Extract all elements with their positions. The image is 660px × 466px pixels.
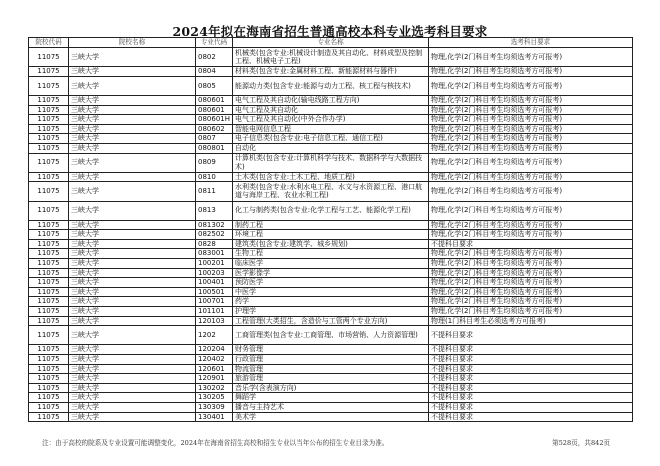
school-name-cell: 三峡大学	[69, 259, 196, 269]
school-name-cell: 三峡大学	[69, 220, 196, 230]
school-code-cell: 11075	[29, 124, 69, 134]
major-name-cell: 舞蹈学	[233, 393, 429, 403]
table-row	[29, 383, 633, 393]
table-row	[29, 115, 633, 125]
requirement-cell: 不提科目要求	[429, 239, 633, 249]
major-name-cell: 电气工程及其自动化	[233, 105, 429, 115]
major-code-cell: 120204	[196, 345, 233, 355]
table-row	[29, 230, 633, 240]
school-code-cell: 11075	[29, 172, 69, 182]
requirement-cell: 物理,化学(2门科目考生均须选考方可报考)	[429, 105, 633, 115]
table-row	[29, 105, 633, 115]
major-code-cell: 081302	[196, 220, 233, 230]
major-code-cell: 080601	[196, 105, 233, 115]
major-code-cell: 120402	[196, 355, 233, 365]
school-name-cell: 三峡大学	[69, 48, 196, 67]
table-row	[29, 143, 633, 153]
requirement-cell: 物理,化学(2门科目考生均须选考方可报考)	[429, 143, 633, 153]
school-name-cell: 三峡大学	[69, 402, 196, 412]
major-code-cell: 120901	[196, 374, 233, 384]
table-row	[29, 268, 633, 278]
major-code-cell: 100501	[196, 287, 233, 297]
school-name-cell: 三峡大学	[69, 201, 196, 220]
school-code-cell: 11075	[29, 297, 69, 307]
table-row	[29, 355, 633, 365]
school-code-cell: 11075	[29, 355, 69, 365]
table-row	[29, 249, 633, 259]
major-name-cell: 环境工程	[233, 230, 429, 240]
major-code-cell: 0807	[196, 134, 233, 144]
major-name-cell: 自动化	[233, 143, 429, 153]
requirement-cell: 物理,化学(2门科目考生均须选考方可报考)	[429, 278, 633, 288]
major-name-cell: 药学	[233, 297, 429, 307]
major-code-cell: 0813	[196, 201, 233, 220]
table-row	[29, 345, 633, 355]
school-code-cell: 11075	[29, 345, 69, 355]
school-code-cell: 11075	[29, 230, 69, 240]
school-name-cell: 三峡大学	[69, 76, 196, 95]
school-code-cell: 11075	[29, 412, 69, 422]
requirement-cell: 物理,化学(2门科目考生均须选考方可报考)	[429, 48, 633, 67]
school-name-cell: 三峡大学	[69, 67, 196, 77]
school-code-cell: 11075	[29, 182, 69, 201]
school-code-cell: 11075	[29, 364, 69, 374]
requirement-cell: 物理,化学(2门科目考生均须选考方可报考)	[429, 115, 633, 125]
table-row	[29, 48, 633, 67]
school-code-cell: 11075	[29, 76, 69, 95]
major-code-cell: 100401	[196, 278, 233, 288]
major-name-cell: 物流管理	[233, 364, 429, 374]
major-name-cell: 美术学	[233, 412, 429, 422]
school-name-cell: 三峡大学	[69, 383, 196, 393]
requirement-cell: 不提科目要求	[429, 383, 633, 393]
school-name-cell: 三峡大学	[69, 105, 196, 115]
school-name-cell: 三峡大学	[69, 249, 196, 259]
requirement-cell: 物理,化学(2门科目考生均须选考方可报考)	[429, 287, 633, 297]
major-code-cell: 080601	[196, 95, 233, 105]
table-row	[29, 239, 633, 249]
major-name-cell: 临床医学	[233, 259, 429, 269]
school-name-cell: 三峡大学	[69, 278, 196, 288]
major-code-cell: 0804	[196, 67, 233, 77]
major-code-cell: 100203	[196, 268, 233, 278]
requirement-cell: 物理,化学(2门科目考生均须选考方可报考)	[429, 249, 633, 259]
major-name-cell: 机械类(包含专业:机械设计制造及其自动化、材料成型及控制工程、机械电子工程)	[233, 48, 429, 67]
table-row	[29, 220, 633, 230]
school-code-cell: 11075	[29, 95, 69, 105]
major-code-cell: 0805	[196, 76, 233, 95]
school-code-cell: 11075	[29, 220, 69, 230]
major-code-cell: 080602	[196, 124, 233, 134]
table-body	[29, 48, 633, 422]
school-name-cell: 三峡大学	[69, 307, 196, 317]
school-code-cell: 11075	[29, 67, 69, 77]
requirement-cell: 物理,化学(2门科目考生均须选考方可报考)	[429, 95, 633, 105]
table-row	[29, 124, 633, 134]
major-name-cell: 生物工程	[233, 249, 429, 259]
school-code-cell: 11075	[29, 402, 69, 412]
major-code-cell: 1202	[196, 326, 233, 345]
requirement-cell: 不提科目要求	[429, 345, 633, 355]
school-code-cell: 11075	[29, 393, 69, 403]
major-name-cell: 工商管理类(包含专业:工商管理、市场营销、人力资源管理)	[233, 326, 429, 345]
major-code-cell: 082502	[196, 230, 233, 240]
school-name-cell: 三峡大学	[69, 364, 196, 374]
school-name-cell: 三峡大学	[69, 239, 196, 249]
major-name-cell: 制药工程	[233, 220, 429, 230]
school-name-cell: 三峡大学	[69, 182, 196, 201]
major-name-cell: 电气工程及其自动化(输电线路工程方向)	[233, 95, 429, 105]
school-name-cell: 三峡大学	[69, 393, 196, 403]
school-code-cell: 11075	[29, 268, 69, 278]
school-name-cell: 三峡大学	[69, 355, 196, 365]
major-code-cell: 130202	[196, 383, 233, 393]
major-code-cell: 100701	[196, 297, 233, 307]
school-code-cell: 11075	[29, 326, 69, 345]
requirement-cell: 物理,化学(2门科目考生均须选考方可报考)	[429, 182, 633, 201]
major-name-cell: 材料类(包含专业:金属材料工程、新能源材料与器件)	[233, 67, 429, 77]
school-code-cell: 11075	[29, 239, 69, 249]
major-name-cell: 建筑类(包含专业:建筑学、城乡规划)	[233, 239, 429, 249]
major-name-cell: 土木类(包含专业:土木工程、地质工程)	[233, 172, 429, 182]
school-name-cell: 三峡大学	[69, 153, 196, 172]
major-code-cell: 0809	[196, 153, 233, 172]
table-header-row	[29, 38, 633, 48]
table-row	[29, 153, 633, 172]
table-row	[29, 316, 633, 326]
school-code-cell: 11075	[29, 316, 69, 326]
major-name-cell: 医学影像学	[233, 268, 429, 278]
requirement-cell: 不提科目要求	[429, 393, 633, 403]
major-code-cell: 120601	[196, 364, 233, 374]
requirement-cell: 物理,化学(2门科目考生均须选考方可报考)	[429, 134, 633, 144]
table-row	[29, 67, 633, 77]
school-code-cell: 11075	[29, 307, 69, 317]
school-code-cell: 11075	[29, 374, 69, 384]
major-name-cell: 中医学	[233, 287, 429, 297]
major-name-cell: 财务管理	[233, 345, 429, 355]
table-row	[29, 134, 633, 144]
requirement-cell: 物理,化学(2门科目考生均须选考方可报考)	[429, 259, 633, 269]
requirement-cell: 物理,化学(2门科目考生均须选考方可报考)	[429, 268, 633, 278]
table-row	[29, 393, 633, 403]
major-code-cell: 080801	[196, 143, 233, 153]
table-row	[29, 402, 633, 412]
requirement-cell: 不提科目要求	[429, 326, 633, 345]
major-code-cell: 130309	[196, 402, 233, 412]
requirement-cell: 物理,化学(2门科目考生均须选考方可报考)	[429, 307, 633, 317]
table-row	[29, 297, 633, 307]
major-code-cell: 130205	[196, 393, 233, 403]
school-name-cell: 三峡大学	[69, 124, 196, 134]
major-name-cell: 工程管理(大类招生，含造价与工管两个专业方向)	[233, 316, 429, 326]
major-code-cell: 120103	[196, 316, 233, 326]
school-code-cell: 11075	[29, 383, 69, 393]
header-requirement: 选考科目要求	[429, 38, 633, 48]
requirement-cell: 物理,化学(2门科目考生均须选考方可报考)	[429, 153, 633, 172]
school-name-cell: 三峡大学	[69, 412, 196, 422]
school-name-cell: 三峡大学	[69, 143, 196, 153]
header-school-code: 院校代码	[29, 38, 69, 48]
header-major-name: 专业名称	[233, 38, 429, 48]
major-name-cell: 护理学	[233, 307, 429, 317]
table-row	[29, 201, 633, 220]
school-code-cell: 11075	[29, 287, 69, 297]
requirement-cell: 物理,化学(2门科目考生均须选考方可报考)	[429, 297, 633, 307]
school-name-cell: 三峡大学	[69, 115, 196, 125]
major-code-cell: 0802	[196, 48, 233, 67]
school-code-cell: 11075	[29, 48, 69, 67]
school-name-cell: 三峡大学	[69, 172, 196, 182]
school-name-cell: 三峡大学	[69, 297, 196, 307]
major-name-cell: 音乐学(含表演方向)	[233, 383, 429, 393]
major-code-cell: 083001	[196, 249, 233, 259]
major-code-cell: 0828	[196, 239, 233, 249]
footer-note: 注：由于高校的院系及专业设置可能调整变化，2024年在海南省招生高校和招生专业以当年公布的招生专业目录为准。	[42, 439, 389, 447]
table-row	[29, 287, 633, 297]
major-code-cell: 100201	[196, 259, 233, 269]
school-code-cell: 11075	[29, 115, 69, 125]
major-name-cell: 电气工程及其自动化(中外合作办学)	[233, 115, 429, 125]
requirement-cell: 不提科目要求	[429, 374, 633, 384]
school-code-cell: 11075	[29, 153, 69, 172]
school-name-cell: 三峡大学	[69, 374, 196, 384]
school-code-cell: 11075	[29, 134, 69, 144]
major-name-cell: 计算机类(包含专业:计算机科学与技术、数据科学与大数据技术)	[233, 153, 429, 172]
requirement-cell: 不提科目要求	[429, 412, 633, 422]
major-name-cell: 电子信息类(包含专业:电子信息工程、通信工程)	[233, 134, 429, 144]
requirement-cell: 物理,化学(2门科目考生均须选考方可报考)	[429, 67, 633, 77]
major-code-cell: 0810	[196, 172, 233, 182]
subject-requirements-table	[28, 37, 633, 422]
major-code-cell: 0811	[196, 182, 233, 201]
table-row	[29, 326, 633, 345]
table-row	[29, 307, 633, 317]
major-code-cell: 101101	[196, 307, 233, 317]
school-code-cell: 11075	[29, 201, 69, 220]
school-name-cell: 三峡大学	[69, 268, 196, 278]
table-row	[29, 374, 633, 384]
requirement-cell: 不提科目要求	[429, 364, 633, 374]
page-number: 第528页，共842页	[552, 439, 611, 447]
table-row	[29, 412, 633, 422]
table-row	[29, 259, 633, 269]
school-name-cell: 三峡大学	[69, 287, 196, 297]
major-name-cell: 智能电网信息工程	[233, 124, 429, 134]
header-major-code: 专业代码	[196, 38, 233, 48]
major-name-cell: 化工与制药类(包含专业:化学工程与工艺、能源化学工程)	[233, 201, 429, 220]
major-name-cell: 预防医学	[233, 278, 429, 288]
requirement-cell: 不提科目要求	[429, 402, 633, 412]
school-code-cell: 11075	[29, 259, 69, 269]
school-code-cell: 11075	[29, 143, 69, 153]
school-name-cell: 三峡大学	[69, 326, 196, 345]
table-row	[29, 95, 633, 105]
major-name-cell: 旅游管理	[233, 374, 429, 384]
requirement-cell: 物理,化学(2门科目考生均须选考方可报考)	[429, 220, 633, 230]
page-title: 2024年拟在海南省招生普通高校本科专业选考科目要求	[172, 24, 488, 39]
table-row	[29, 278, 633, 288]
major-code-cell: 130401	[196, 412, 233, 422]
requirement-cell: 物理,化学(2门科目考生均须选考方可报考)	[429, 230, 633, 240]
major-name-cell: 行政管理	[233, 355, 429, 365]
table-row	[29, 76, 633, 95]
school-name-cell: 三峡大学	[69, 95, 196, 105]
major-name-cell: 水利类(包含专业:水利水电工程、水文与水资源工程、港口航道与海岸工程、农业水利工程)	[233, 182, 429, 201]
requirement-cell: 不提科目要求	[429, 355, 633, 365]
major-code-cell: 080601H	[196, 115, 233, 125]
table-row	[29, 364, 633, 374]
school-name-cell: 三峡大学	[69, 316, 196, 326]
major-name-cell: 能源动力类(包含专业:能源与动力工程、核工程与核技术)	[233, 76, 429, 95]
school-code-cell: 11075	[29, 249, 69, 259]
major-name-cell: 播音与主持艺术	[233, 402, 429, 412]
school-name-cell: 三峡大学	[69, 134, 196, 144]
school-code-cell: 11075	[29, 105, 69, 115]
requirement-cell: 物理,化学(2门科目考生均须选考方可报考)	[429, 201, 633, 220]
requirement-cell: 物理,化学(2门科目考生均须选考方可报考)	[429, 172, 633, 182]
requirement-cell: 物理,化学(2门科目考生均须选考方可报考)	[429, 76, 633, 95]
school-name-cell: 三峡大学	[69, 345, 196, 355]
requirement-cell: 物理,化学(2门科目考生均须选考方可报考)	[429, 124, 633, 134]
school-name-cell: 三峡大学	[69, 230, 196, 240]
table-row	[29, 182, 633, 201]
table-row	[29, 172, 633, 182]
header-school-name: 院校名称	[69, 38, 196, 48]
school-code-cell: 11075	[29, 278, 69, 288]
requirement-cell: 物理(1门科目考生必须选考方可报考)	[429, 316, 633, 326]
